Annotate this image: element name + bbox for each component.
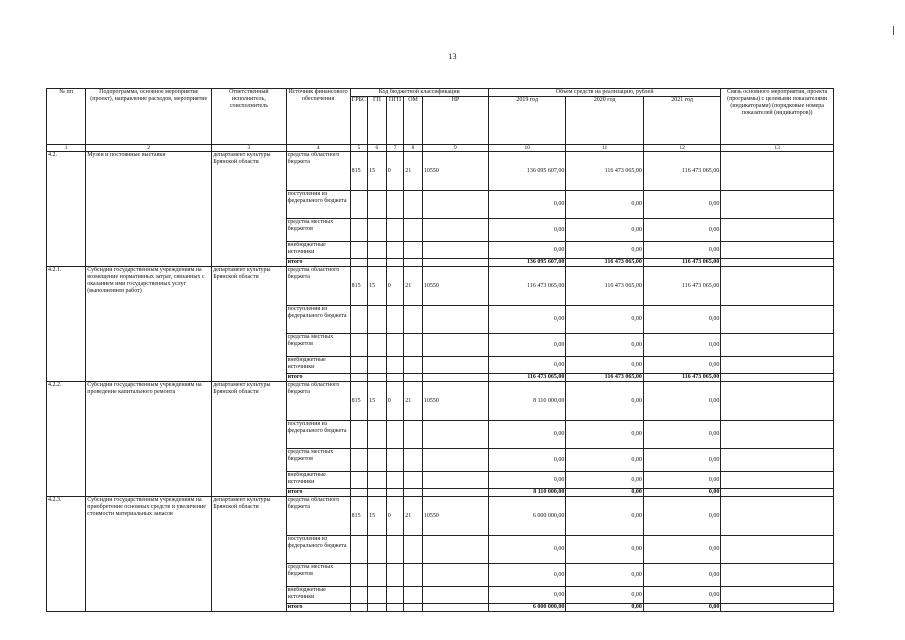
header-code: ОМ <box>404 97 423 145</box>
empty-cell <box>386 449 404 472</box>
link-cell <box>721 587 834 604</box>
funding-source: средства местных бюджетов <box>286 334 350 357</box>
header-program: Подпрограмма, основное мероприятие (проект), направление расходов, мероприятие <box>86 89 212 145</box>
empty-cell <box>422 219 488 242</box>
amount-cell: 0,00 <box>488 242 565 259</box>
amount-cell: 0,00 <box>643 219 720 242</box>
empty-cell <box>368 259 387 267</box>
empty-cell <box>350 489 368 497</box>
total-amount: 116 473 065,00 <box>643 259 720 267</box>
amount-cell: 116 473 065,00 <box>566 152 643 191</box>
empty-cell <box>404 306 423 334</box>
amount-cell: 0,00 <box>488 334 565 357</box>
amount-cell: 0,00 <box>566 242 643 259</box>
total-amount: 116 473 065,00 <box>566 259 643 267</box>
amount-cell: 0,00 <box>488 564 565 587</box>
total-amount: 116 473 065,00 <box>488 374 565 382</box>
budget-code: 15 <box>368 152 387 191</box>
funding-source: средства местных бюджетов <box>286 219 350 242</box>
empty-cell <box>350 421 368 449</box>
column-index: 8 <box>404 145 423 152</box>
header-no: № пп <box>47 89 86 145</box>
empty-cell <box>404 587 423 604</box>
item-name: Субсидии государственным учреждениям на возмещение нормативных затрат, связанных с оказанием ими государственных услуг (выполнением работ) <box>86 267 212 382</box>
funding-source: поступления из федерального бюджета <box>286 536 350 564</box>
column-index: 5 <box>350 145 368 152</box>
column-index: 1 <box>47 145 86 152</box>
item-responsible: департамент культуры Брянской области <box>212 267 286 382</box>
header-code: ГРБС <box>350 97 368 145</box>
empty-cell <box>350 191 368 219</box>
link-cell <box>721 564 834 587</box>
item-name: Музеи и постоянные выставки <box>86 152 212 267</box>
empty-cell <box>404 489 423 497</box>
column-index: 13 <box>721 145 834 152</box>
funding-row <box>47 267 834 306</box>
link-cell <box>721 191 834 219</box>
empty-cell <box>422 564 488 587</box>
empty-cell <box>368 536 387 564</box>
column-index: 11 <box>566 145 643 152</box>
budget-code: 15 <box>368 382 387 421</box>
amount-cell: 0,00 <box>488 587 565 604</box>
empty-cell <box>350 536 368 564</box>
empty-cell <box>368 472 387 489</box>
total-amount: 8 110 000,00 <box>488 489 565 497</box>
empty-cell <box>404 357 423 374</box>
amount-cell: 6 000 000,00 <box>488 497 565 536</box>
amount-cell: 116 473 065,00 <box>643 267 720 306</box>
empty-cell <box>350 357 368 374</box>
budget-code: 10550 <box>422 497 488 536</box>
link-cell <box>721 382 834 421</box>
column-index: 10 <box>488 145 565 152</box>
amount-cell: 0,00 <box>643 334 720 357</box>
funding-source: средства областного бюджета <box>286 497 350 536</box>
amount-cell: 0,00 <box>566 564 643 587</box>
empty-cell <box>386 191 404 219</box>
amount-cell: 0,00 <box>488 191 565 219</box>
amount-cell: 0,00 <box>566 357 643 374</box>
empty-cell <box>386 604 404 612</box>
empty-cell <box>350 219 368 242</box>
empty-cell <box>422 306 488 334</box>
budget-code: 10550 <box>422 382 488 421</box>
empty-cell <box>368 334 387 357</box>
header-responsible: Ответственный исполнитель, соисполнитель <box>212 89 286 145</box>
header-link: Связь основного мероприятия, проекта (программы) с целевыми показателями (индикаторами) (порядковые номера показателей (индикаторов)) <box>721 89 834 145</box>
amount-cell: 0,00 <box>566 497 643 536</box>
budget-code: 0 <box>386 382 404 421</box>
empty-cell <box>404 259 423 267</box>
empty-cell <box>368 306 387 334</box>
funding-row <box>47 497 834 536</box>
budget-code: 0 <box>386 152 404 191</box>
empty-cell <box>422 242 488 259</box>
funding-source: средства местных бюджетов <box>286 449 350 472</box>
budget-code: 815 <box>350 497 368 536</box>
item-number: 4.2.2. <box>47 382 86 497</box>
empty-cell <box>422 334 488 357</box>
link-cell <box>721 472 834 489</box>
empty-cell <box>404 604 423 612</box>
empty-cell <box>350 306 368 334</box>
header-volume-group: Объем средств на реализацию, рублей <box>488 89 720 97</box>
empty-cell <box>404 242 423 259</box>
empty-cell <box>386 564 404 587</box>
amount-cell: 0,00 <box>566 449 643 472</box>
link-cell <box>721 259 834 267</box>
amount-cell: 0,00 <box>488 357 565 374</box>
budget-code: 0 <box>386 497 404 536</box>
empty-cell <box>350 587 368 604</box>
empty-cell <box>422 421 488 449</box>
total-label: итого <box>286 259 350 267</box>
budget-code: 15 <box>368 267 387 306</box>
amount-cell: 8 110 000,00 <box>488 382 565 421</box>
empty-cell <box>422 604 488 612</box>
amount-cell: 0,00 <box>643 242 720 259</box>
header-code: ГП <box>368 97 387 145</box>
budget-code: 10550 <box>422 152 488 191</box>
header-source: Источник финансового обеспечения <box>286 89 350 145</box>
empty-cell <box>386 259 404 267</box>
total-amount: 0,00 <box>643 604 720 612</box>
total-amount: 136 095 607,00 <box>488 259 565 267</box>
empty-cell <box>386 219 404 242</box>
link-cell <box>721 374 834 382</box>
empty-cell <box>404 334 423 357</box>
total-amount: 116 473 065,00 <box>566 374 643 382</box>
budget-code: 815 <box>350 267 368 306</box>
amount-cell: 0,00 <box>566 536 643 564</box>
amount-cell: 0,00 <box>643 472 720 489</box>
amount-cell: 0,00 <box>488 472 565 489</box>
link-cell <box>721 334 834 357</box>
amount-cell: 0,00 <box>643 587 720 604</box>
budget-code: 21 <box>404 267 423 306</box>
header-year: 2020 год <box>566 97 643 145</box>
column-index: 12 <box>643 145 720 152</box>
empty-cell <box>386 357 404 374</box>
funding-source: поступления из федерального бюджета <box>286 191 350 219</box>
empty-cell <box>368 449 387 472</box>
total-amount: 0,00 <box>566 604 643 612</box>
total-label: итого <box>286 604 350 612</box>
amount-cell: 0,00 <box>643 536 720 564</box>
amount-cell: 0,00 <box>488 421 565 449</box>
funding-source: внебюджетные источники <box>286 357 350 374</box>
empty-cell <box>404 449 423 472</box>
empty-cell <box>404 421 423 449</box>
empty-cell <box>404 374 423 382</box>
empty-cell <box>386 374 404 382</box>
budget-code: 21 <box>404 152 423 191</box>
empty-cell <box>350 374 368 382</box>
empty-cell <box>386 472 404 489</box>
funding-row <box>47 382 834 421</box>
funding-source: внебюджетные источники <box>286 587 350 604</box>
link-cell <box>721 357 834 374</box>
link-cell <box>721 604 834 612</box>
header-year: 2021 год <box>643 97 720 145</box>
amount-cell: 0,00 <box>488 536 565 564</box>
header-year: 2019 год <box>488 97 565 145</box>
budget-code: 10550 <box>422 267 488 306</box>
item-responsible: департамент культуры Брянской области <box>212 382 286 497</box>
amount-cell: 0,00 <box>566 334 643 357</box>
header-code: НР <box>422 97 488 145</box>
column-index: 3 <box>212 145 286 152</box>
budget-code: 0 <box>386 267 404 306</box>
item-name: Субсидии государственным учреждениям на приобретение основных средств и увеличение стоимости материальных запасов <box>86 497 212 612</box>
empty-cell <box>368 489 387 497</box>
link-cell <box>721 242 834 259</box>
item-name: Субсидии государственным учреждениям на проведение капитального ремонта <box>86 382 212 497</box>
empty-cell <box>422 449 488 472</box>
empty-cell <box>350 259 368 267</box>
funding-source: средства областного бюджета <box>286 267 350 306</box>
budget-code: 21 <box>404 497 423 536</box>
empty-cell <box>386 306 404 334</box>
empty-cell <box>386 536 404 564</box>
amount-cell: 0,00 <box>566 219 643 242</box>
empty-cell <box>350 449 368 472</box>
empty-cell <box>404 219 423 242</box>
amount-cell: 0,00 <box>643 191 720 219</box>
amount-cell: 0,00 <box>566 306 643 334</box>
total-label: итого <box>286 489 350 497</box>
empty-cell <box>386 421 404 449</box>
amount-cell: 0,00 <box>643 357 720 374</box>
amount-cell: 0,00 <box>488 449 565 472</box>
funding-source: поступления из федерального бюджета <box>286 421 350 449</box>
empty-cell <box>368 564 387 587</box>
budget-code: 815 <box>350 152 368 191</box>
item-number: 4.2.3. <box>47 497 86 612</box>
empty-cell <box>368 604 387 612</box>
empty-cell <box>422 472 488 489</box>
empty-cell <box>422 259 488 267</box>
empty-cell <box>404 536 423 564</box>
amount-cell: 0,00 <box>643 382 720 421</box>
empty-cell <box>422 357 488 374</box>
amount-cell: 0,00 <box>643 449 720 472</box>
total-amount: 6 000 000,00 <box>488 604 565 612</box>
funding-source: средства областного бюджета <box>286 152 350 191</box>
funding-source: средства местных бюджетов <box>286 564 350 587</box>
empty-cell <box>368 219 387 242</box>
budget-table <box>46 88 834 612</box>
amount-cell: 136 095 607,00 <box>488 152 565 191</box>
funding-source: внебюджетные источники <box>286 242 350 259</box>
header-code: ПГП <box>386 97 404 145</box>
empty-cell <box>404 564 423 587</box>
amount-cell: 116 473 065,00 <box>643 152 720 191</box>
total-amount: 0,00 <box>643 489 720 497</box>
item-responsible: департамент культуры Брянской области <box>212 152 286 267</box>
margin-mark <box>893 26 894 35</box>
empty-cell <box>422 587 488 604</box>
link-cell <box>721 421 834 449</box>
total-amount: 116 473 065,00 <box>643 374 720 382</box>
amount-cell: 0,00 <box>488 219 565 242</box>
amount-cell: 0,00 <box>566 382 643 421</box>
column-index: 2 <box>86 145 212 152</box>
amount-cell: 0,00 <box>566 472 643 489</box>
link-cell <box>721 497 834 536</box>
item-number: 4.2.1. <box>47 267 86 382</box>
empty-cell <box>368 191 387 219</box>
empty-cell <box>404 472 423 489</box>
empty-cell <box>368 421 387 449</box>
empty-cell <box>350 564 368 587</box>
empty-cell <box>422 489 488 497</box>
empty-cell <box>368 357 387 374</box>
amount-cell: 0,00 <box>643 564 720 587</box>
amount-cell: 0,00 <box>488 306 565 334</box>
page-number: 13 <box>448 52 457 61</box>
funding-row <box>47 152 834 191</box>
empty-cell <box>404 191 423 219</box>
column-index: 9 <box>422 145 488 152</box>
total-amount: 0,00 <box>566 489 643 497</box>
empty-cell <box>350 604 368 612</box>
budget-code: 15 <box>368 497 387 536</box>
empty-cell <box>386 489 404 497</box>
empty-cell <box>422 191 488 219</box>
column-index: 6 <box>368 145 387 152</box>
column-index: 7 <box>386 145 404 152</box>
amount-cell: 0,00 <box>566 421 643 449</box>
funding-source: поступления из федерального бюджета <box>286 306 350 334</box>
amount-cell: 0,00 <box>643 306 720 334</box>
funding-source: средства областного бюджета <box>286 382 350 421</box>
empty-cell <box>368 374 387 382</box>
empty-cell <box>386 334 404 357</box>
header-code-group: Код бюджетной классификации <box>350 89 488 97</box>
amount-cell: 0,00 <box>566 587 643 604</box>
budget-code: 21 <box>404 382 423 421</box>
link-cell <box>721 489 834 497</box>
link-cell <box>721 536 834 564</box>
column-index: 4 <box>286 145 350 152</box>
link-cell <box>721 152 834 191</box>
empty-cell <box>368 587 387 604</box>
link-cell <box>721 219 834 242</box>
total-label: итого <box>286 374 350 382</box>
link-cell <box>721 267 834 306</box>
amount-cell: 0,00 <box>643 421 720 449</box>
empty-cell <box>350 242 368 259</box>
item-number: 4.2. <box>47 152 86 267</box>
amount-cell: 116 473 065,00 <box>488 267 565 306</box>
empty-cell <box>422 536 488 564</box>
link-cell <box>721 449 834 472</box>
empty-cell <box>386 242 404 259</box>
funding-source: внебюджетные источники <box>286 472 350 489</box>
amount-cell: 116 473 065,00 <box>566 267 643 306</box>
amount-cell: 0,00 <box>566 191 643 219</box>
column-index-row <box>47 145 834 152</box>
budget-code: 815 <box>350 382 368 421</box>
empty-cell <box>350 334 368 357</box>
link-cell <box>721 306 834 334</box>
empty-cell <box>368 242 387 259</box>
empty-cell <box>386 587 404 604</box>
amount-cell: 0,00 <box>643 497 720 536</box>
empty-cell <box>350 472 368 489</box>
item-responsible: департамент культуры Брянской области <box>212 497 286 612</box>
empty-cell <box>422 374 488 382</box>
